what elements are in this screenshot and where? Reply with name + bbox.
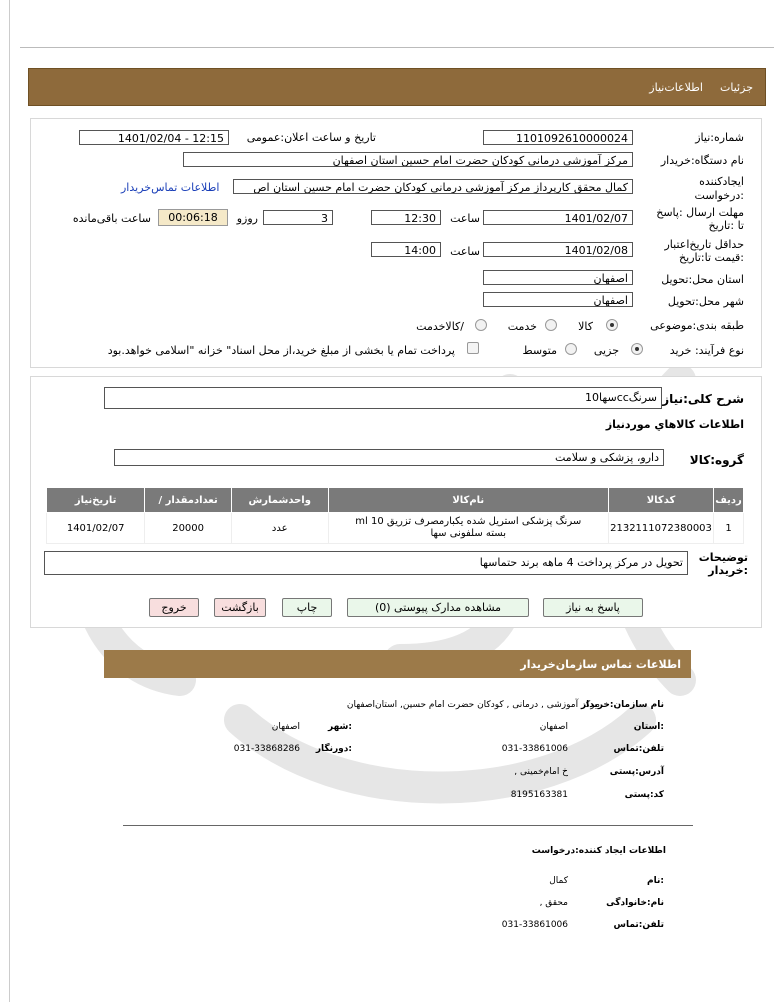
- deadline-date-field[interactable]: 1401/02/07: [483, 210, 633, 225]
- buyer-contact-title: اطلاعات تماس سازمان‌خریدار: [520, 658, 681, 671]
- contact-province-value: اصفهان: [539, 722, 568, 732]
- cell-item-name: سرنگ پزشکی استریل شده یکبارمصرف تزریق 10 ml بسته سلفونی سها: [328, 513, 609, 544]
- table-row[interactable]: [47, 513, 744, 544]
- items-table-header: [47, 488, 744, 513]
- cell-quantity: 20000: [145, 513, 232, 544]
- deadline-label: مهلت ارسال :پاسخ تا :تاریخ: [656, 206, 744, 232]
- contact-postal-value: 8195163381: [510, 790, 568, 800]
- tab-details[interactable]: جزئيات: [720, 81, 753, 94]
- contact-fax-value: 031-33868286: [233, 744, 300, 754]
- requester-family-value: محقق ,: [539, 898, 568, 908]
- goods-group-label: گروه:کالا: [689, 453, 744, 467]
- process-medium-label: متوسط: [522, 344, 557, 357]
- creator-field[interactable]: کمال محقق کارپرداز مرکز آموزشی درمانی کودکان حضرت امام حسین استان اص: [233, 179, 633, 194]
- tab-need-info[interactable]: اطلاعات‌نیاز: [649, 81, 703, 94]
- description-label: شرح کلی:نیاز: [662, 392, 744, 406]
- announce-field[interactable]: 1401/02/04 - 12:15: [79, 130, 229, 145]
- contact-address-label: آدرس:پستی: [609, 767, 664, 777]
- validity-date-field[interactable]: 1401/02/08: [483, 242, 633, 257]
- goods-group-field[interactable]: دارو، پزشکی و سلامت: [114, 449, 664, 466]
- col-item-code: کدکالا: [609, 488, 714, 513]
- org-value: مرکز آموزشی , درمانی , کودکان حضرت امام حسین, استان‌اصفهان: [346, 700, 600, 710]
- contact-province-label: :استان: [633, 722, 664, 732]
- requester-name-label: :نام: [647, 876, 664, 886]
- cell-item-code: 2132111072380003: [609, 513, 714, 544]
- requester-name-value: کمال: [549, 876, 568, 886]
- description-field[interactable]: سرنگccسها10: [104, 387, 662, 409]
- buyer-org-label: نام دستگاه:خریدار: [660, 154, 744, 167]
- contact-postal-label: کد:پستی: [624, 790, 664, 800]
- requester-family-label: نام:خانوادگی: [606, 898, 664, 908]
- province-label: استان محل:تحویل: [661, 273, 744, 286]
- requester-phone-label: تلفن:تماس: [613, 920, 664, 930]
- contact-phone-value: 031-33861006: [501, 744, 568, 754]
- deadline-time-field[interactable]: 12:30: [371, 210, 441, 225]
- print-button[interactable]: چاپ: [282, 598, 332, 617]
- buyer-contact-header: [104, 650, 691, 678]
- process-partial-label: جزیی: [593, 344, 619, 357]
- days-label: روزو: [236, 212, 258, 225]
- process-partial-radio[interactable]: [631, 343, 643, 355]
- process-medium-radio[interactable]: [565, 343, 577, 355]
- cell-unit: عدد: [231, 513, 328, 544]
- province-field[interactable]: اصفهان: [483, 270, 633, 285]
- reply-button[interactable]: پاسخ به نیاز: [543, 598, 643, 617]
- category-goods-service-radio[interactable]: [475, 319, 487, 331]
- left-border-line: [9, 0, 10, 1002]
- countdown-timer: 00:06:18: [158, 209, 228, 226]
- items-table: [46, 487, 744, 544]
- category-goods-service-label: /کالاخدمت: [416, 320, 464, 333]
- cell-need-date: 1401/02/07: [47, 513, 145, 544]
- contact-city-value: اصفهان: [271, 722, 300, 732]
- need-number-label: شماره:نیاز: [695, 131, 744, 144]
- exit-button[interactable]: خروج: [149, 598, 199, 617]
- treasury-payment-checkbox[interactable]: [467, 342, 479, 354]
- validity-time-label: ساعت: [450, 245, 480, 258]
- requester-title: اطلاعات ایجاد کننده:درخواست: [531, 846, 666, 856]
- treasury-payment-note: پرداخت تمام یا بخشی از مبلغ خرید،از محل اسناد" خزانه "اسلامی خواهد.بود: [107, 344, 455, 357]
- contact-fax-label: :دورنگار: [315, 744, 352, 754]
- category-goods-label: کالا: [578, 320, 593, 333]
- back-button[interactable]: بازگشت: [214, 598, 266, 617]
- validity-label: حداقل تاریخ‌اعتبار :قیمت تا:تاریخ: [664, 238, 744, 264]
- validity-time-field[interactable]: 14:00: [371, 242, 441, 257]
- buyer-notes-label: توضیحات :خریدار: [698, 551, 748, 577]
- category-goods-radio[interactable]: [606, 319, 618, 331]
- section-divider: [123, 825, 693, 826]
- header-tab-bar: [28, 68, 766, 106]
- goods-info-title: اطلاعات کالاهاي موردنياز: [605, 418, 744, 431]
- buyer-contact-link[interactable]: اطلاعات تماس‌خریدار: [121, 181, 220, 194]
- requester-phone-value: 031-33861006: [501, 920, 568, 930]
- creator-label: ایجادکننده :درخواست: [694, 175, 744, 202]
- contact-city-label: :شهر: [328, 722, 352, 732]
- days-field[interactable]: 3: [263, 210, 333, 225]
- col-quantity: / تعدادمقدار: [145, 488, 232, 513]
- cell-row-number: 1: [714, 513, 744, 544]
- attachments-button[interactable]: مشاهده مدارک پیوستی (0): [347, 598, 529, 617]
- city-label: شهر محل:تحویل: [667, 295, 744, 308]
- contact-phone-label: تلفن:تماس: [613, 744, 664, 754]
- org-label: نام سازمان:خریدار: [580, 700, 664, 710]
- need-number-field[interactable]: 1101092610000024: [483, 130, 633, 145]
- remaining-label: ساعت باقی‌مانده: [72, 212, 151, 225]
- col-unit: واحدشمارش: [231, 488, 328, 513]
- category-service-radio[interactable]: [545, 319, 557, 331]
- buyer-notes-field[interactable]: تحویل در مرکز پرداخت 4 ماهه برند حتماسها: [44, 551, 688, 575]
- col-need-date: تاریخ‌نیاز: [47, 488, 145, 513]
- process-label: نوع فرآیند: خرید: [669, 344, 744, 357]
- category-service-label: خدمت: [507, 320, 537, 333]
- announce-label: تاریخ و ساعت اعلان:عمومی: [246, 131, 376, 144]
- city-field[interactable]: اصفهان: [483, 292, 633, 307]
- deadline-time-label: ساعت: [450, 212, 480, 225]
- col-row: ردیف: [714, 488, 744, 513]
- col-item-name: نام‌کالا: [328, 488, 609, 513]
- top-divider: [20, 47, 774, 48]
- category-label: طبقه بندی:موضوعی: [650, 319, 744, 332]
- contact-address-value: خ امام‌خمینی ,: [514, 767, 568, 777]
- buyer-org-field[interactable]: مرکز آموزشی درمانی کودکان حضرت امام حسین استان اصفهان: [183, 152, 633, 167]
